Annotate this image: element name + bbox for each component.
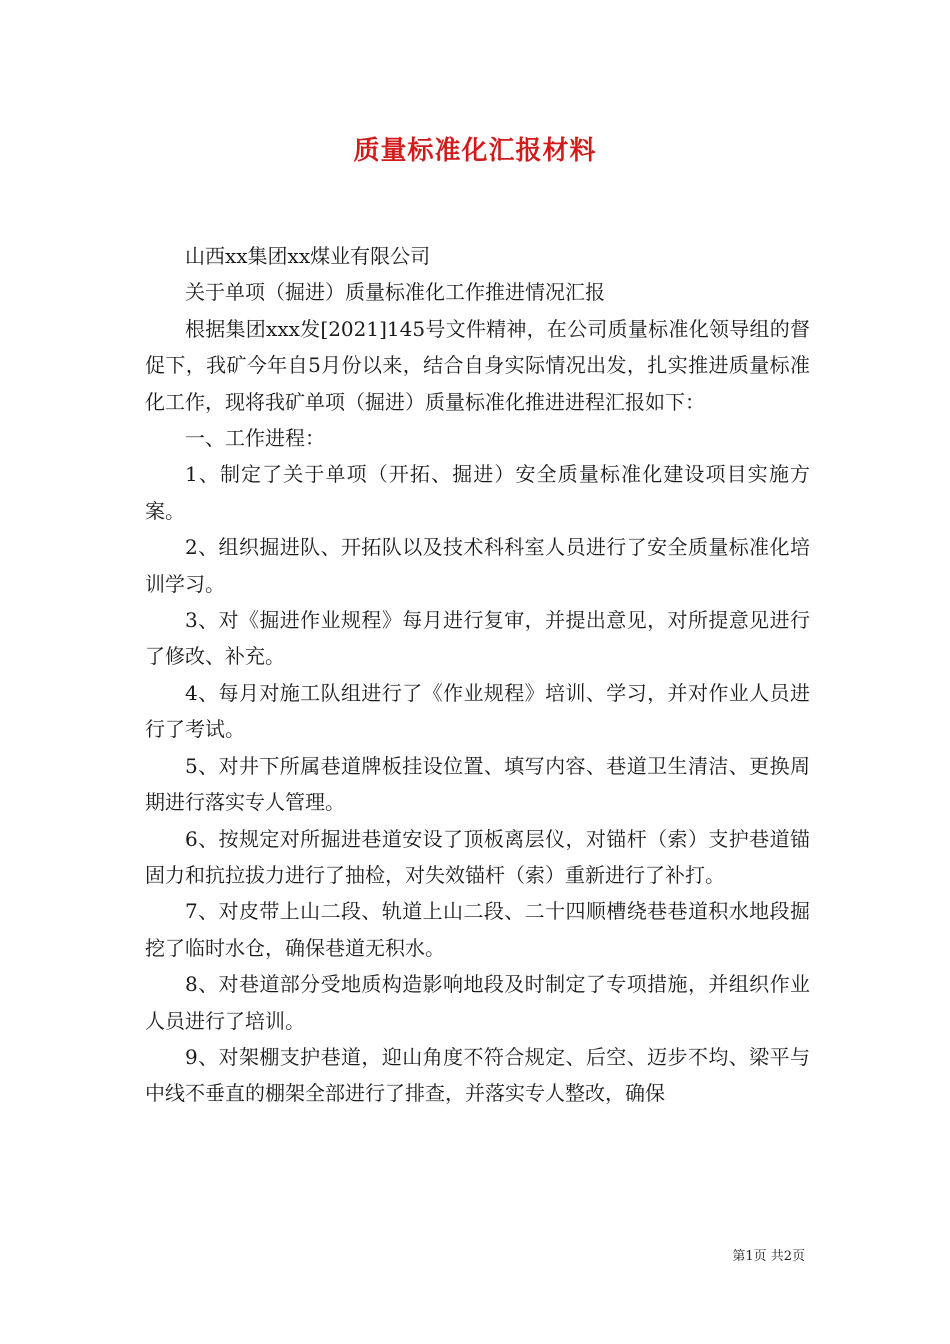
page-number: 第1页 共2页 bbox=[732, 1249, 805, 1264]
intro-paragraph: 根据集团xxx发[2021]145号文件精神，在公司质量标准化领导组的督促下，我矿今年自5月份以来，结合自身实际情况出发，扎实推进质量标准化工作，现将我矿单项（掘进）质量标准化推进进程汇报如下： bbox=[145, 316, 810, 414]
list-item: 4、每月对施工队组进行了《作业规程》培训、学习，并对作业人员进行了考试。 bbox=[145, 680, 810, 742]
list-item: 6、按规定对所掘进巷道安设了顶板离层仪，对锚杆（索）支护巷道锚固力和抗拉拔力进行了抽检，对失效锚杆（索）重新进行了补打。 bbox=[145, 826, 810, 887]
list-item: 5、对井下所属巷道牌板挂设位置、填写内容、巷道卫生清洁、更换周期进行落实专人管理。 bbox=[145, 753, 810, 815]
section-heading: 一、工作进程： bbox=[185, 426, 325, 451]
list-item: 7、对皮带上山二段、轨道上山二段、二十四顺槽绕巷巷道积水地段掘挖了临时水仓，确保巷道无积水。 bbox=[145, 899, 810, 960]
document-title: 质量标准化汇报材料 bbox=[353, 136, 597, 166]
list-item: 9、对架棚支护巷道，迎山角度不符合规定、后空、迈步不均、梁平与中线不垂直的棚架全部进行了排查，并落实专人整改，确保 bbox=[145, 1044, 810, 1106]
list-item: 1、制定了关于单项（开拓、掘进）安全质量标准化建设项目实施方案。 bbox=[145, 462, 810, 523]
company-name: 山西xx集团xx煤业有限公司 bbox=[185, 244, 431, 268]
list-item: 2、组织掘进队、开拓队以及技术科科室人员进行了安全质量标准化培训学习。 bbox=[145, 535, 810, 596]
document-body bbox=[145, 238, 810, 1112]
list-item: 3、对《掘进作业规程》每月进行复审，并提出意见，对所提意见进行了修改、补充。 bbox=[145, 608, 810, 669]
list-item: 8、对巷道部分受地质构造影响地段及时制定了专项措施，并组织作业人员进行了培训。 bbox=[145, 972, 810, 1033]
report-subtitle: 关于单项（掘进）质量标准化工作推进情况汇报 bbox=[185, 280, 605, 305]
